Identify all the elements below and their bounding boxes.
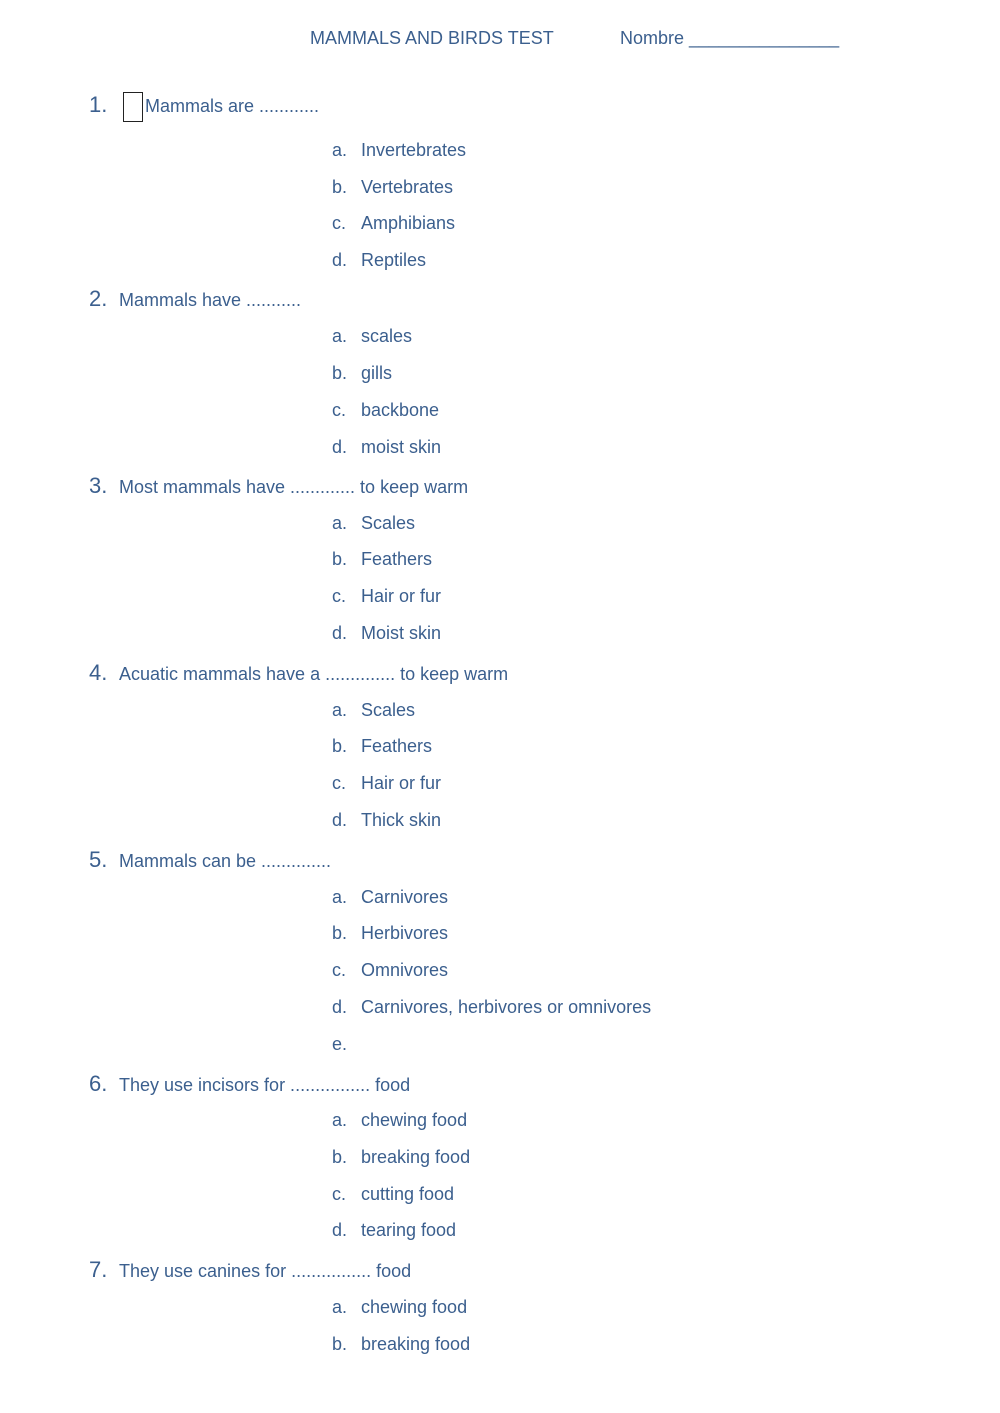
option-3a[interactable] xyxy=(332,513,415,534)
option-text: chewing food xyxy=(361,1297,468,1317)
option-6a[interactable] xyxy=(332,1110,467,1131)
option-letter: b. xyxy=(332,736,348,756)
option-letter: c. xyxy=(332,960,347,980)
option-letter: e. xyxy=(332,1034,348,1054)
option-1d[interactable] xyxy=(332,250,426,271)
option-text: Scales xyxy=(361,513,416,533)
question-number: 5. xyxy=(89,847,108,872)
option-letter: b. xyxy=(332,549,348,569)
option-text: chewing food xyxy=(361,1110,468,1130)
option-2c[interactable] xyxy=(332,400,439,421)
option-text: backbone xyxy=(361,400,440,420)
answer-checkbox[interactable] xyxy=(123,92,143,122)
option-letter: a. xyxy=(332,887,348,907)
option-5d[interactable] xyxy=(332,997,651,1018)
question-number: 1. xyxy=(89,92,108,117)
option-letter: b. xyxy=(332,923,348,943)
option-letter: b. xyxy=(332,1334,348,1354)
option-5c[interactable] xyxy=(332,960,448,981)
option-text: Vertebrates xyxy=(361,177,454,197)
option-7b[interactable] xyxy=(332,1334,470,1355)
option-text: gills xyxy=(361,363,393,383)
option-text: cutting food xyxy=(361,1184,455,1204)
question-number: 4. xyxy=(89,660,108,685)
option-5b[interactable] xyxy=(332,923,448,944)
option-1c[interactable] xyxy=(332,213,455,234)
option-letter: c. xyxy=(332,400,347,420)
option-1b[interactable] xyxy=(332,177,453,198)
option-3d[interactable] xyxy=(332,623,441,644)
option-6b[interactable] xyxy=(332,1147,470,1168)
option-text: Amphibians xyxy=(361,213,456,233)
option-letter: d. xyxy=(332,810,348,830)
option-4c[interactable] xyxy=(332,773,441,794)
option-letter: b. xyxy=(332,1147,348,1167)
option-1a[interactable] xyxy=(332,140,466,161)
option-text: Carnivores, herbivores or omnivores xyxy=(361,997,652,1017)
option-letter: a. xyxy=(332,513,348,533)
option-letter: d. xyxy=(332,1220,348,1240)
option-6c[interactable] xyxy=(332,1184,454,1205)
question-text: Most mammals have ............. to keep warm xyxy=(119,477,469,497)
option-4b[interactable] xyxy=(332,736,432,757)
option-5a[interactable] xyxy=(332,887,448,908)
test-title: MAMMALS AND BIRDS TEST xyxy=(310,28,554,48)
option-text: Thick skin xyxy=(361,810,442,830)
option-letter: a. xyxy=(332,1110,348,1130)
option-letter: a. xyxy=(332,140,348,160)
option-letter: d. xyxy=(332,623,348,643)
question-text: They use canines for ................ food xyxy=(119,1261,412,1281)
question-7 xyxy=(89,1257,411,1283)
option-text: Feathers xyxy=(361,736,433,756)
option-4d[interactable] xyxy=(332,810,441,831)
question-4 xyxy=(89,660,508,686)
option-text: Omnivores xyxy=(361,960,449,980)
question-number: 2. xyxy=(89,286,108,311)
option-letter: d. xyxy=(332,997,348,1017)
question-text: They use incisors for ................ food xyxy=(119,1075,411,1095)
question-text: Mammals can be .............. xyxy=(119,851,332,871)
option-text: Feathers xyxy=(361,549,433,569)
option-text: Scales xyxy=(361,700,416,720)
question-6 xyxy=(89,1071,410,1097)
question-1 xyxy=(89,92,319,122)
question-5 xyxy=(89,847,331,873)
question-text: Acuatic mammals have a .............. to keep warm xyxy=(119,664,509,684)
option-text: breaking food xyxy=(361,1147,471,1167)
option-letter: c. xyxy=(332,773,347,793)
option-letter: c. xyxy=(332,213,347,233)
option-letter: a. xyxy=(332,700,348,720)
option-6d[interactable] xyxy=(332,1220,456,1241)
option-2b[interactable] xyxy=(332,363,392,384)
name-field-label: Nombre _______________ xyxy=(620,28,840,48)
option-letter: d. xyxy=(332,250,348,270)
option-text: Moist skin xyxy=(361,623,442,643)
header xyxy=(310,28,840,49)
question-number: 3. xyxy=(89,473,108,498)
option-text: Carnivores xyxy=(361,887,449,907)
option-3c[interactable] xyxy=(332,586,441,607)
option-letter: b. xyxy=(332,363,348,383)
option-letter: b. xyxy=(332,177,348,197)
question-2 xyxy=(89,286,301,312)
option-text: Invertebrates xyxy=(361,140,467,160)
option-letter: c. xyxy=(332,586,347,606)
option-2a[interactable] xyxy=(332,326,412,347)
option-text: Hair or fur xyxy=(361,773,442,793)
question-number: 7. xyxy=(89,1257,108,1282)
option-letter: a. xyxy=(332,326,348,346)
question-3 xyxy=(89,473,468,499)
option-5e[interactable] xyxy=(332,1034,361,1055)
option-text: Reptiles xyxy=(361,250,427,270)
option-letter: d. xyxy=(332,437,348,457)
option-2d[interactable] xyxy=(332,437,441,458)
question-text: Mammals have ........... xyxy=(119,290,302,310)
option-text: Herbivores xyxy=(361,923,449,943)
question-number: 6. xyxy=(89,1071,108,1096)
option-3b[interactable] xyxy=(332,549,432,570)
option-letter: c. xyxy=(332,1184,347,1204)
option-text: tearing food xyxy=(361,1220,457,1240)
option-text: Hair or fur xyxy=(361,586,442,606)
option-text: moist skin xyxy=(361,437,442,457)
option-text: scales xyxy=(361,326,413,346)
question-text: Mammals are ............ xyxy=(145,96,320,116)
option-text: breaking food xyxy=(361,1334,471,1354)
option-7a[interactable] xyxy=(332,1297,467,1318)
option-letter: a. xyxy=(332,1297,348,1317)
option-4a[interactable] xyxy=(332,700,415,721)
